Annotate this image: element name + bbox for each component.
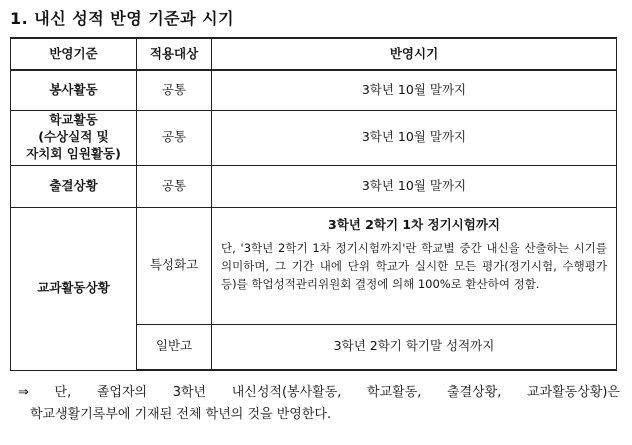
criterion-line: (수상실적 및	[38, 129, 109, 145]
section-title: 1. 내신 성적 반영 기준과 시기	[10, 9, 235, 28]
timing-specialized-detail: 단, '3학년 2학기 1차 정기시험까지'란 학교별 중간 내신을 산출하는 시기를 의미하며, 그 기간 내에 단위 학교가 실시한 모든 평가(정기시험, 수행평가 등)를 학업성적관리위원회 결정에 의해 100%로 환산하여 정함.	[221, 241, 607, 291]
timing-general: 3학년 2학기 학기말 성적까지	[212, 324, 617, 370]
target-general: 일반고	[137, 324, 212, 370]
criterion-school-activity	[11, 110, 137, 165]
criterion-line: 학교활동	[49, 112, 98, 128]
criterion-line: 자치회 임원활동)	[26, 145, 121, 161]
timing-specialized-heading: 3학년 2학기 1차 정기시험까지	[328, 216, 500, 232]
timing-cell: 3학년 10월 말까지	[212, 110, 617, 165]
header-target: 적용대상	[137, 38, 212, 70]
timing-cell: 3학년 10월 말까지	[212, 165, 617, 207]
footnote-line-1: ⇒ 단, 졸업자의 3학년 내신성적(봉사활동, 학교활동, 출결상황, 교과활동상황)은	[18, 385, 620, 400]
header-criterion: 반영기준	[11, 38, 137, 70]
header-timing: 반영시기	[212, 38, 617, 70]
criterion-volunteer: 봉사활동	[11, 70, 137, 110]
target-cell: 공통	[137, 110, 212, 165]
footnote	[18, 382, 620, 426]
table-row	[11, 165, 617, 207]
table-row	[11, 70, 617, 110]
table-row	[11, 110, 617, 165]
footnote-line-2: 학교생활기록부에 기재된 전체 학년의 것을 반영한다.	[30, 407, 332, 423]
timing-cell: 3학년 10월 말까지	[212, 70, 617, 110]
table-header-row	[11, 38, 617, 70]
timing-specialized	[212, 207, 617, 324]
grade-reflection-table	[10, 37, 617, 371]
criterion-attendance: 출결상황	[11, 165, 137, 207]
target-cell: 공통	[137, 70, 212, 110]
target-cell: 공통	[137, 165, 212, 207]
table-row	[11, 207, 617, 324]
criterion-curriculum: 교과활동상황	[11, 207, 137, 370]
target-specialized: 특성화고	[137, 207, 212, 324]
